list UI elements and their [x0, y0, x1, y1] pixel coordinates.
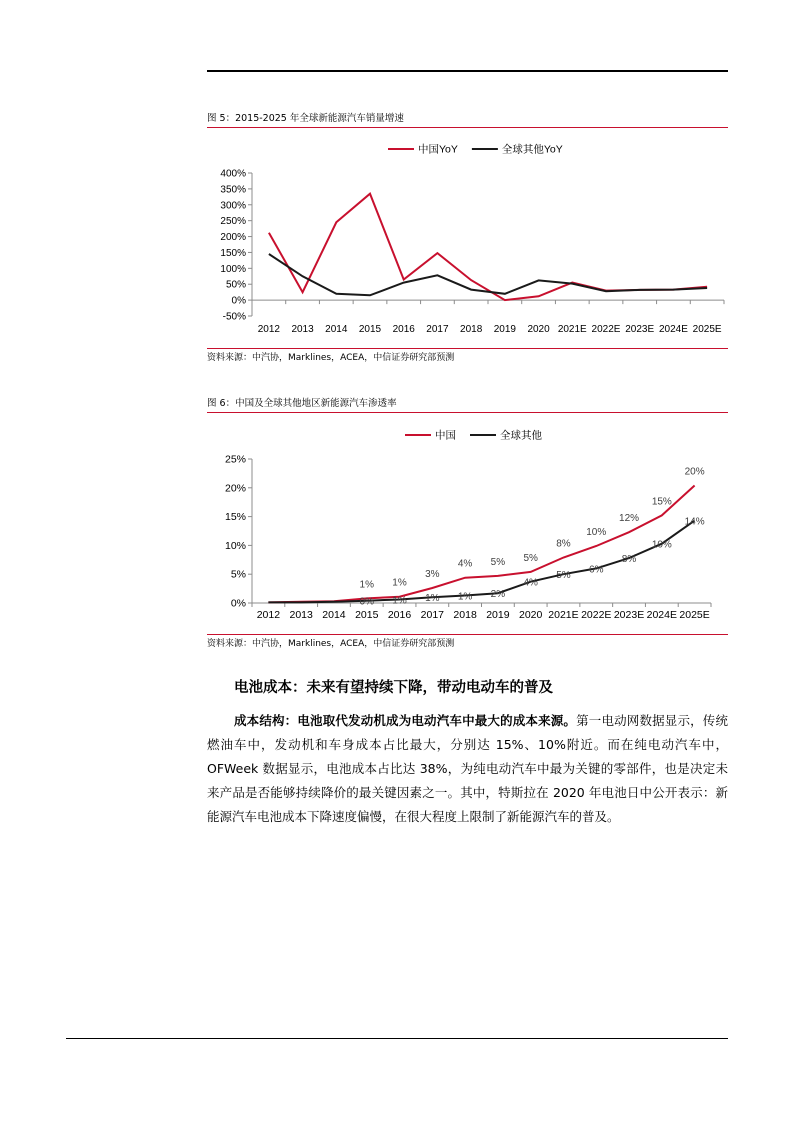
legend-label-2: 全球其他YoY [501, 143, 563, 156]
x-tick-label: 2017 [426, 324, 449, 335]
y-tick-label: 0% [230, 597, 246, 610]
data-label: 15% [651, 496, 672, 508]
x-tick-label: 2014 [322, 609, 346, 621]
y-tick-label: -50% [222, 311, 246, 323]
y-tick-label: 0% [231, 295, 246, 307]
figure6-chart [195, 420, 735, 628]
x-tick-label: 2017 [420, 609, 445, 621]
y-tick-label: 100% [220, 263, 246, 275]
data-label: 8% [556, 538, 571, 550]
x-tick-label: 2020 [527, 324, 550, 335]
y-tick-label: 25% [224, 453, 246, 466]
footer-rule [66, 1038, 728, 1039]
y-tick-label: 5% [230, 568, 246, 581]
data-label: 5% [490, 556, 506, 568]
data-label: 1% [392, 577, 407, 589]
x-tick-label: 2012 [256, 609, 281, 621]
y-tick-label: 400% [220, 168, 246, 180]
legend-label-2: 全球其他 [500, 429, 542, 442]
x-tick-label: 2013 [291, 324, 314, 335]
data-label: 10% [651, 539, 672, 551]
data-label: 1% [359, 579, 374, 591]
x-tick-label: 2020 [518, 609, 543, 621]
data-label: 3% [425, 569, 440, 581]
x-tick-label: 2023E [613, 609, 645, 621]
y-tick-label: 50% [225, 279, 246, 291]
data-label: 8% [621, 554, 637, 566]
section-heading: 电池成本：未来有望持续下降，带动电动车的普及 [234, 680, 553, 696]
data-label: 5% [556, 570, 571, 582]
x-tick-label: 2025E [692, 324, 722, 335]
figure5-chart [195, 135, 735, 343]
data-label: 1% [392, 595, 407, 607]
x-tick-label: 2015 [355, 609, 379, 621]
x-tick-label: 2023E [625, 324, 655, 335]
x-tick-label: 2018 [453, 609, 477, 621]
y-tick-label: 200% [220, 232, 246, 244]
header-rule [207, 70, 728, 72]
x-tick-label: 2015 [358, 324, 382, 335]
series-line-1 [269, 194, 707, 300]
x-tick-label: 2019 [486, 609, 510, 621]
x-tick-label: 2021E [557, 324, 587, 335]
data-label: 6% [589, 564, 604, 576]
data-label: 4% [523, 577, 538, 589]
legend-label-1: 中国YoY [418, 143, 458, 156]
y-tick-label: 10% [224, 539, 246, 552]
x-tick-label: 2022E [591, 324, 621, 335]
y-tick-label: 350% [220, 184, 246, 196]
y-tick-label: 300% [220, 200, 246, 212]
chart-legend [388, 143, 563, 156]
data-label: 12% [619, 513, 640, 525]
x-tick-label: 2025E [679, 609, 710, 621]
data-label: 5% [523, 552, 538, 564]
chart-legend [405, 429, 542, 442]
data-label: 20% [684, 466, 705, 478]
data-label: 1% [457, 591, 473, 603]
x-tick-label: 2016 [392, 324, 415, 335]
data-label: 0% [359, 596, 374, 608]
x-tick-label: 2022E [581, 609, 612, 621]
legend-label-1: 中国 [435, 429, 456, 442]
series-line-1 [268, 486, 694, 603]
y-tick-label: 150% [220, 247, 246, 259]
figure6-source: 资料来源：中汽协，Marklines，ACEA，中信证券研究部预测 [207, 634, 728, 650]
data-label: 4% [457, 558, 473, 570]
figure5-source: 资料来源：中汽协，Marklines，ACEA，中信证券研究部预测 [207, 348, 728, 364]
y-tick-label: 15% [224, 511, 246, 524]
body-text: 第一电动网数据显示，传统燃油车中，发动机和车身成本占比最大，分别达 15%、10%附近。而在纯电动汽车中，OFWeek 数据显示，电池成本占比达 38%，为纯电动汽车中最为关键的零部件，也是决定未来产品是否能够持续降价的最关键因素之一。其中，特斯拉在 2020 年电池日中公开表示：新能源汽车电池成本下降速度偏慢，在很大程度上限制了新能源汽车的普及。 [207, 713, 728, 824]
x-tick-label: 2021E [548, 609, 579, 621]
body-lead: 成本结构：电池取代发动机成为电动汽车中最大的成本来源。 [234, 713, 577, 728]
x-tick-label: 2024E [646, 609, 678, 621]
data-label: 1% [425, 593, 440, 605]
y-tick-label: 20% [224, 482, 246, 495]
x-tick-label: 2013 [289, 609, 313, 621]
data-label: 2% [490, 589, 506, 601]
x-tick-label: 2012 [257, 324, 280, 335]
data-label: 10% [586, 526, 607, 538]
body-paragraph [207, 709, 728, 829]
figure5-title: 图 5：2015-2025 年全球新能源汽车销量增速 [207, 113, 728, 128]
x-tick-label: 2019 [493, 324, 516, 335]
x-tick-label: 2018 [460, 324, 483, 335]
x-tick-label: 2024E [658, 324, 688, 335]
x-tick-label: 2016 [387, 609, 412, 621]
y-tick-label: 250% [220, 216, 246, 228]
data-label: 14% [684, 516, 705, 528]
figure6-title: 图 6：中国及全球其他地区新能源汽车渗透率 [207, 398, 728, 413]
x-tick-label: 2014 [325, 324, 348, 335]
